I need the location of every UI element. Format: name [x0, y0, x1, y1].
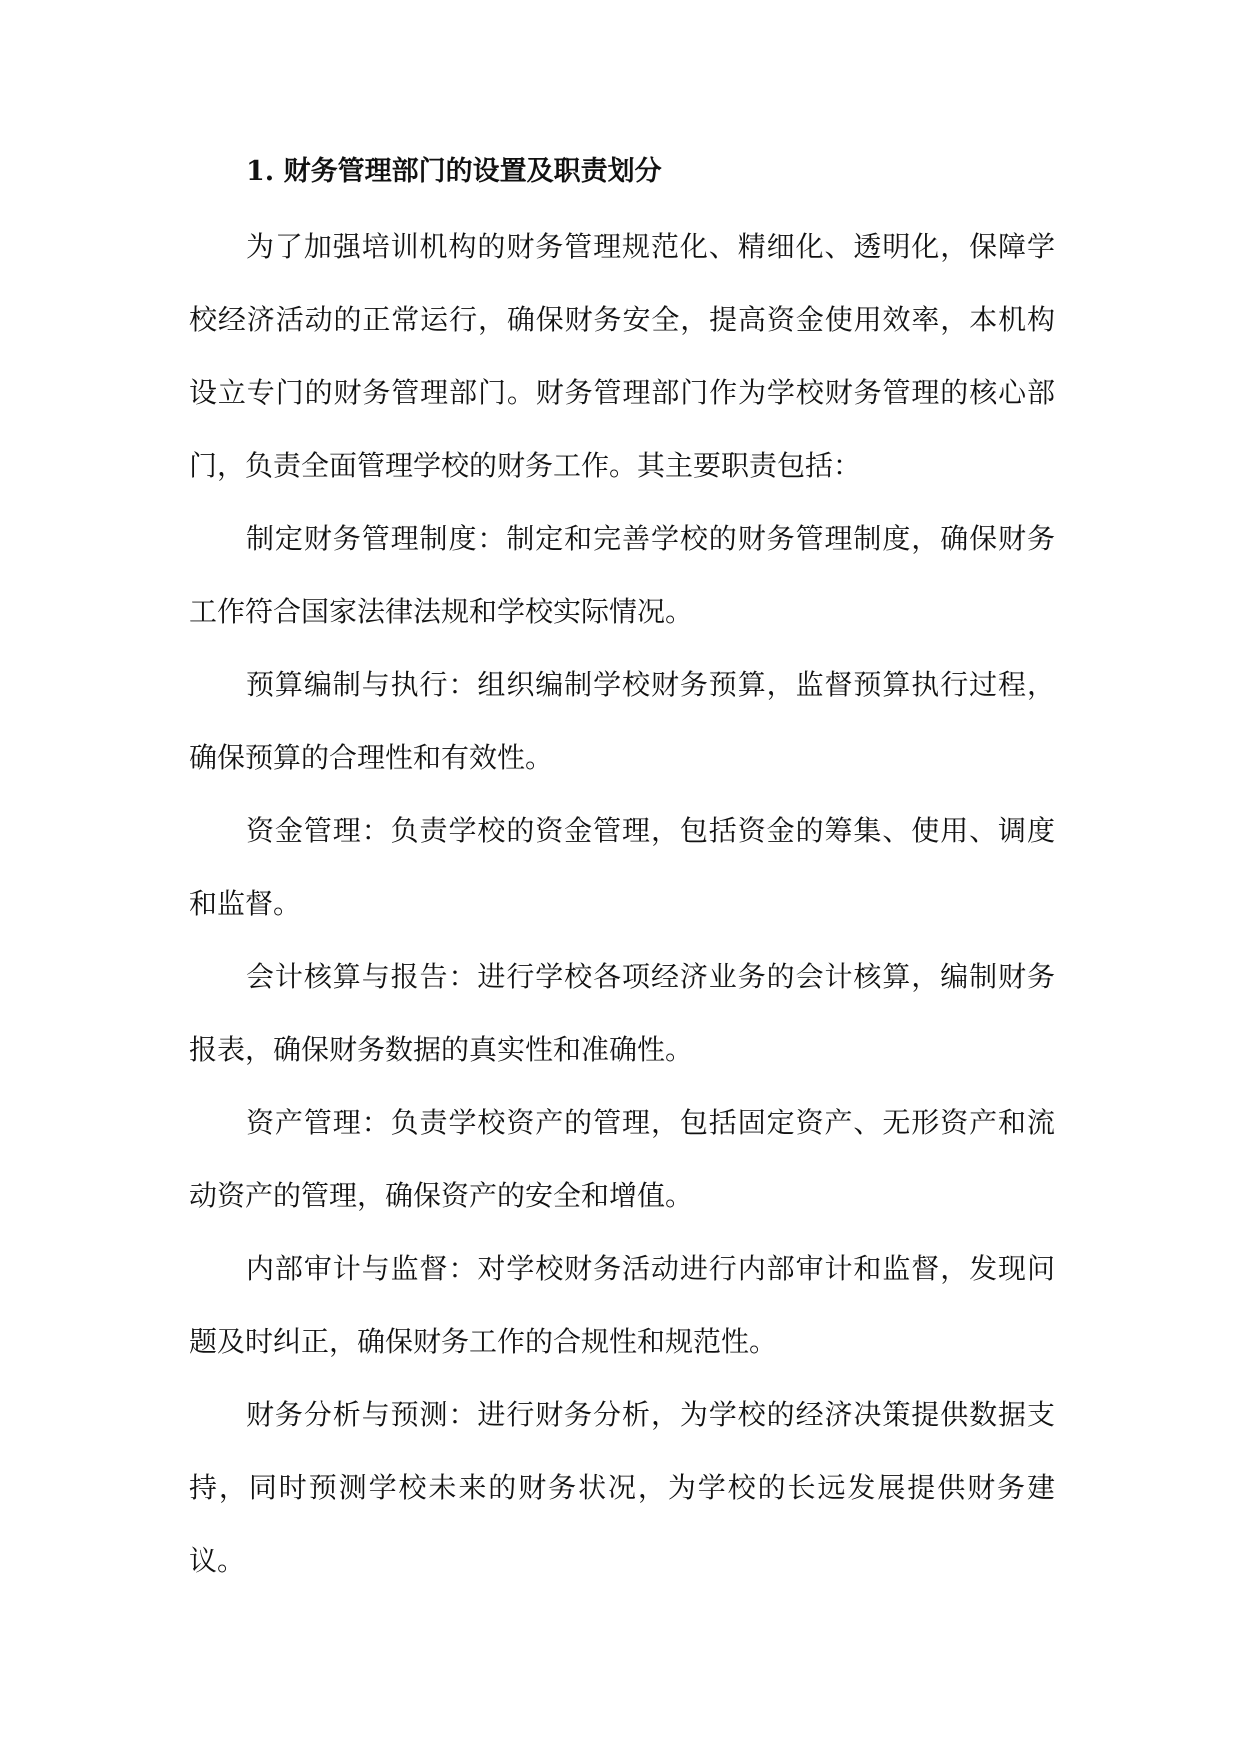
paragraph-asset-management: 资产管理：负责学校资产的管理，包括固定资产、无形资产和流动资产的管理，确保资产的安全和增值。	[189, 1106, 1055, 1212]
section-heading: 1. 财务管理部门的设置及职责划分	[246, 156, 662, 187]
paragraph-intro: 为了加强培训机构的财务管理规范化、精细化、透明化，保障学校经济活动的正常运行，确保财务安全，提高资金使用效率，本机构设立专门的财务管理部门。财务管理部门作为学校财务管理的核心部门，负责全面管理学校的财务工作。其主要职责包括：	[189, 230, 1055, 482]
document-body	[189, 146, 1055, 1597]
paragraph-internal-audit: 内部审计与监督：对学校财务活动进行内部审计和监督，发现问题及时纠正，确保财务工作的合规性和规范性。	[189, 1252, 1055, 1358]
paragraph-financial-analysis: 财务分析与预测：进行财务分析，为学校的经济决策提供数据支持，同时预测学校未来的财务状况，为学校的长远发展提供财务建议。	[189, 1398, 1055, 1577]
paragraph-budget: 预算编制与执行：组织编制学校财务预算，监督预算执行过程，确保预算的合理性和有效性。	[189, 668, 1055, 774]
paragraph-financial-system: 制定财务管理制度：制定和完善学校的财务管理制度，确保财务工作符合国家法律法规和学校实际情况。	[189, 522, 1055, 628]
paragraph-accounting: 会计核算与报告：进行学校各项经济业务的会计核算，编制财务报表，确保财务数据的真实性和准确性。	[189, 960, 1055, 1066]
paragraph-fund-management: 资金管理：负责学校的资金管理，包括资金的筹集、使用、调度和监督。	[189, 814, 1055, 920]
